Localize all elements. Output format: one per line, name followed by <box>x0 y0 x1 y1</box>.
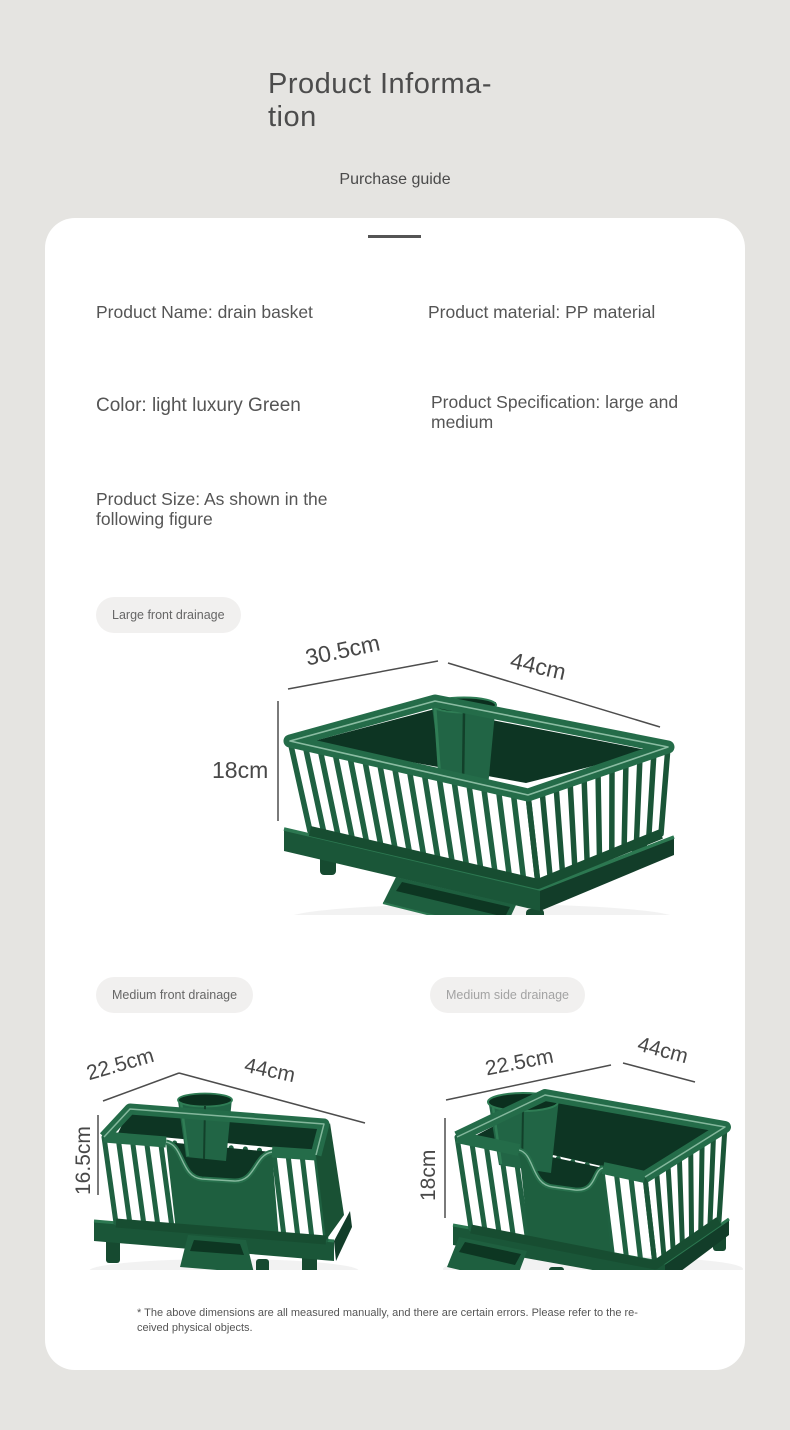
dim-label-height: 18cm <box>417 1149 440 1201</box>
dim-label-length: 44cm <box>635 1032 691 1069</box>
large-basket-illustration <box>210 635 680 915</box>
badge-large-front-drainage: Large front drainage <box>96 597 241 633</box>
figure-medium-side <box>413 1033 745 1270</box>
page-title-line1: Product Informa- <box>268 68 492 100</box>
medium-side-basket-illustration <box>413 1033 745 1270</box>
spec-product-material: Product material: PP material <box>428 302 656 322</box>
figure-medium-front <box>58 1043 390 1270</box>
footnote <box>137 1306 649 1336</box>
dim-label-length: 44cm <box>242 1053 298 1088</box>
figure-large-front <box>210 629 680 915</box>
spec-product-specification: Product Specification: large and medium <box>431 392 679 432</box>
page-title-line2: tion <box>268 101 317 133</box>
dim-label-length: 44cm <box>507 647 569 686</box>
footnote-line2: ceived physical objects. <box>137 1322 253 1334</box>
utensil-cup <box>178 1094 232 1162</box>
footnote-line1: * The above dimensions are all measured manually, and there are certain errors. Please refer to the re- <box>137 1307 638 1319</box>
divider <box>368 235 421 238</box>
medium-side-basket <box>443 1093 743 1270</box>
dim-label-height: 18cm <box>212 757 269 783</box>
badge-medium-front-drainage: Medium front drainage <box>96 977 253 1013</box>
header-subtitle: Purchase guide <box>339 171 451 188</box>
dim-label-width: 22.5cm <box>84 1043 157 1086</box>
medium-front-basket <box>89 1094 359 1271</box>
spec-product-name: Product Name: drain basket <box>96 302 313 322</box>
badge-medium-side-drainage: Medium side drainage <box>430 977 585 1013</box>
drain-spout <box>180 1235 254 1270</box>
dim-label-width: 30.5cm <box>303 629 383 671</box>
page-title <box>268 68 524 134</box>
dim-label-width: 22.5cm <box>483 1044 556 1081</box>
spec-product-size: Product Size: As shown in the following figure <box>96 489 328 529</box>
dim-label-height: 16.5cm <box>72 1126 95 1195</box>
spec-product-color: Color: light luxury Green <box>96 395 301 416</box>
large-basket <box>284 698 677 916</box>
